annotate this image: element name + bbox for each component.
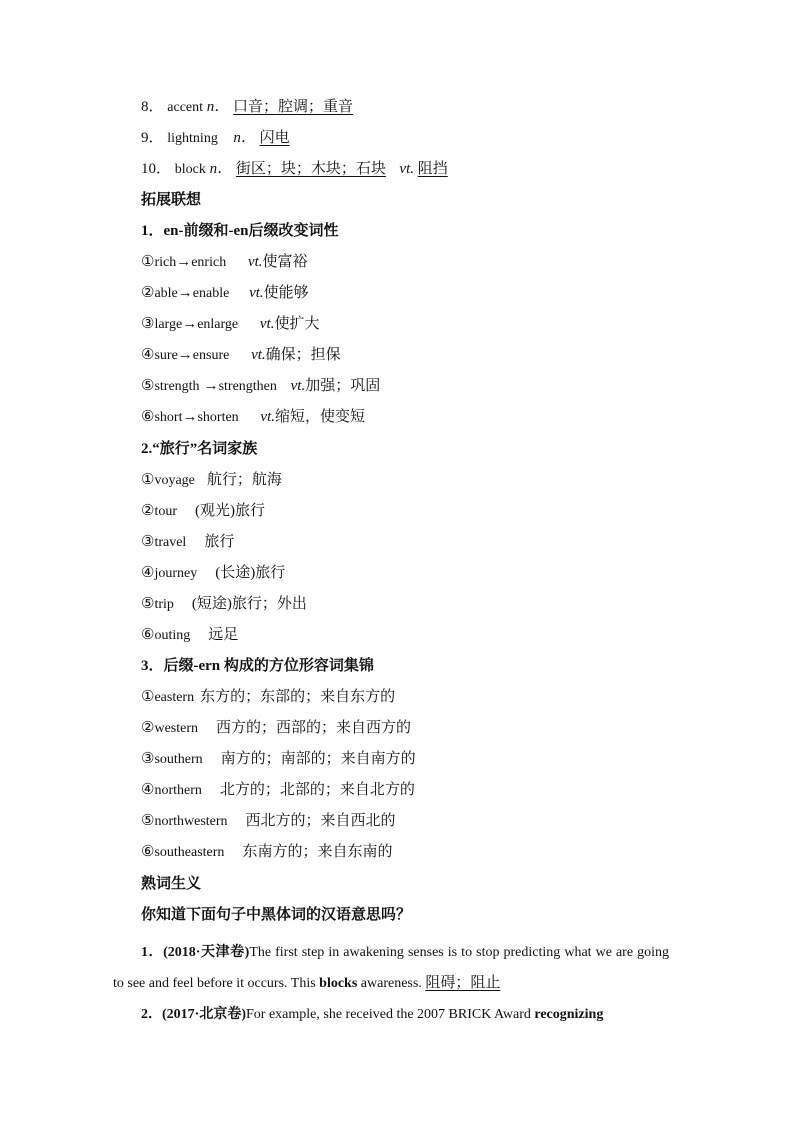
example-answer: 阻碍；阻止 — [425, 975, 501, 991]
list-marker: ③ — [141, 534, 155, 550]
list-item — [141, 252, 308, 273]
meaning: 加强；巩固 — [305, 378, 381, 394]
derived-word: ensure — [192, 348, 230, 363]
derived-word: enrich — [191, 255, 227, 270]
root-word: short — [154, 410, 183, 425]
word: voyage — [154, 473, 195, 488]
part-of-speech: vt. — [290, 378, 306, 394]
list-marker: ④ — [141, 782, 155, 798]
vocab-meaning: 街区；块；木块；石块 — [235, 161, 386, 177]
meaning: 确保；担保 — [265, 347, 341, 363]
example-source: (2017·北京卷) — [162, 1007, 246, 1022]
list-marker: ⑥ — [141, 844, 155, 860]
root-word: rich — [154, 255, 177, 270]
example-text-after: awareness. — [357, 976, 426, 991]
meaning: 西方的；西部的；来自西方的 — [216, 720, 412, 736]
list-item — [141, 625, 238, 646]
example-text: For example, she received the 2007 BRICK Award — [246, 1007, 535, 1022]
derived-word: strengthen — [218, 379, 277, 394]
list-item — [141, 470, 282, 491]
word: northwestern — [154, 814, 228, 829]
word: northern — [154, 783, 202, 798]
word: journey — [154, 566, 198, 581]
meaning: (观光)旅行 — [195, 503, 266, 519]
vocab-meaning-2: 阻挡 — [417, 161, 448, 177]
root-word: able — [154, 286, 178, 301]
word: eastern — [154, 690, 195, 705]
part-of-speech: n． — [233, 130, 256, 146]
example-number: 1． — [141, 945, 164, 960]
list-item — [141, 842, 392, 863]
list-marker: ② — [141, 720, 155, 736]
part-of-speech: vt. — [259, 316, 275, 332]
list-item — [141, 749, 416, 770]
bold-keyword: blocks — [319, 976, 358, 991]
arrow-icon: → — [177, 285, 193, 301]
root-word: large — [154, 317, 183, 332]
item-number: 9． — [141, 130, 164, 146]
list-marker: ① — [141, 254, 155, 270]
bold-keyword: recognizing — [534, 1007, 604, 1022]
vocab-item-8 — [141, 97, 353, 118]
list-marker: ① — [141, 689, 155, 705]
list-item — [141, 718, 411, 739]
arrow-icon: → — [177, 347, 193, 363]
list-item — [141, 811, 396, 832]
list-marker: ② — [141, 285, 155, 301]
list-item — [141, 594, 307, 615]
list-marker: ⑤ — [141, 378, 155, 394]
meaning: 南方的；南部的；来自南方的 — [220, 751, 416, 767]
derived-word: enlarge — [197, 317, 239, 332]
meaning: (短途)旅行；外出 — [191, 596, 307, 612]
part-of-speech: vt. — [260, 409, 275, 425]
vocab-meaning: 闪电 — [259, 130, 290, 146]
list-item — [141, 376, 380, 397]
root-word: sure — [154, 348, 178, 363]
list-marker: ① — [141, 472, 155, 488]
word: western — [154, 721, 198, 736]
list-item — [141, 407, 365, 428]
list-item — [141, 532, 234, 553]
section-heading-familiar: 熟词生义 — [141, 876, 202, 892]
derived-word: enable — [192, 286, 230, 301]
root-word: strength — [154, 379, 200, 394]
meaning: 西北方的；来自西北的 — [245, 813, 396, 829]
list-marker: ⑤ — [141, 596, 155, 612]
meaning: (长途)旅行 — [215, 565, 286, 581]
example-source: (2018·天津卷) — [163, 945, 250, 960]
question-prompt: 你知道下面句子中黑体词的汉语意思吗？ — [141, 907, 412, 923]
arrow-icon: → — [182, 316, 198, 332]
item-number: 8． — [141, 99, 164, 115]
meaning: 使富裕 — [262, 254, 308, 270]
example-text: The first step in awakening senses is to stop predicting what we are going to see and feel before it occurs. This — [113, 945, 670, 991]
list-item — [141, 563, 285, 584]
group3-title: 3．后缀-ern 构成的方位形容词集锦 — [141, 658, 374, 674]
meaning: 北方的；北部的；来自北方的 — [219, 782, 415, 798]
list-marker: ⑤ — [141, 813, 155, 829]
part-of-speech-2: vt. — [399, 161, 414, 177]
list-item — [141, 314, 319, 335]
word: outing — [154, 628, 191, 643]
word: southern — [154, 752, 203, 767]
meaning: 旅行 — [204, 534, 235, 550]
meaning: 东方的；东部的；来自东方的 — [200, 689, 396, 705]
list-marker: ⑥ — [141, 627, 155, 643]
arrow-icon: → — [182, 409, 198, 425]
vocab-item-10 — [141, 159, 448, 180]
word: tour — [154, 504, 178, 519]
part-of-speech: vt. — [247, 254, 263, 270]
list-item — [141, 780, 415, 801]
list-item — [141, 345, 341, 366]
meaning: 航行；航海 — [206, 472, 282, 488]
arrow-icon: → — [176, 254, 192, 270]
meaning: 使能够 — [263, 285, 309, 301]
example-1 — [113, 937, 669, 999]
meaning: 远足 — [208, 627, 239, 643]
meaning: 使扩大 — [274, 316, 320, 332]
list-marker: ④ — [141, 347, 155, 363]
part-of-speech: vt. — [251, 347, 266, 363]
vocab-word: accent — [167, 100, 204, 115]
part-of-speech: n． — [206, 99, 230, 115]
list-item — [141, 501, 265, 522]
example-2 — [113, 999, 669, 1030]
arrow-icon: → — [203, 378, 219, 394]
example-number: 2． — [141, 1007, 162, 1022]
part-of-speech: vt. — [249, 285, 264, 301]
meaning: 缩短，使变短 — [275, 409, 366, 425]
word: southeastern — [154, 845, 225, 860]
part-of-speech: n． — [209, 161, 233, 177]
list-marker: ② — [141, 503, 155, 519]
meaning: 东南方的；来自东南的 — [242, 844, 393, 860]
group1-title: 1．en-前缀和-en后缀改变词性 — [141, 223, 339, 239]
vocab-item-9 — [141, 128, 290, 149]
word: trip — [154, 597, 174, 612]
vocab-word: lightning — [167, 131, 218, 146]
list-marker: ⑥ — [141, 409, 155, 425]
vocab-word: block — [174, 162, 206, 177]
derived-word: shorten — [197, 410, 239, 425]
section-heading-expand: 拓展联想 — [141, 192, 202, 208]
word: travel — [154, 535, 187, 550]
list-marker: ③ — [141, 316, 155, 332]
list-item — [141, 283, 309, 304]
group2-title: 2.“旅行”名词家族 — [141, 441, 258, 457]
list-marker: ④ — [141, 565, 155, 581]
list-marker: ③ — [141, 751, 155, 767]
vocab-meaning: 口音；腔调；重音 — [233, 99, 354, 115]
item-number: 10． — [141, 161, 172, 177]
list-item — [141, 687, 395, 708]
